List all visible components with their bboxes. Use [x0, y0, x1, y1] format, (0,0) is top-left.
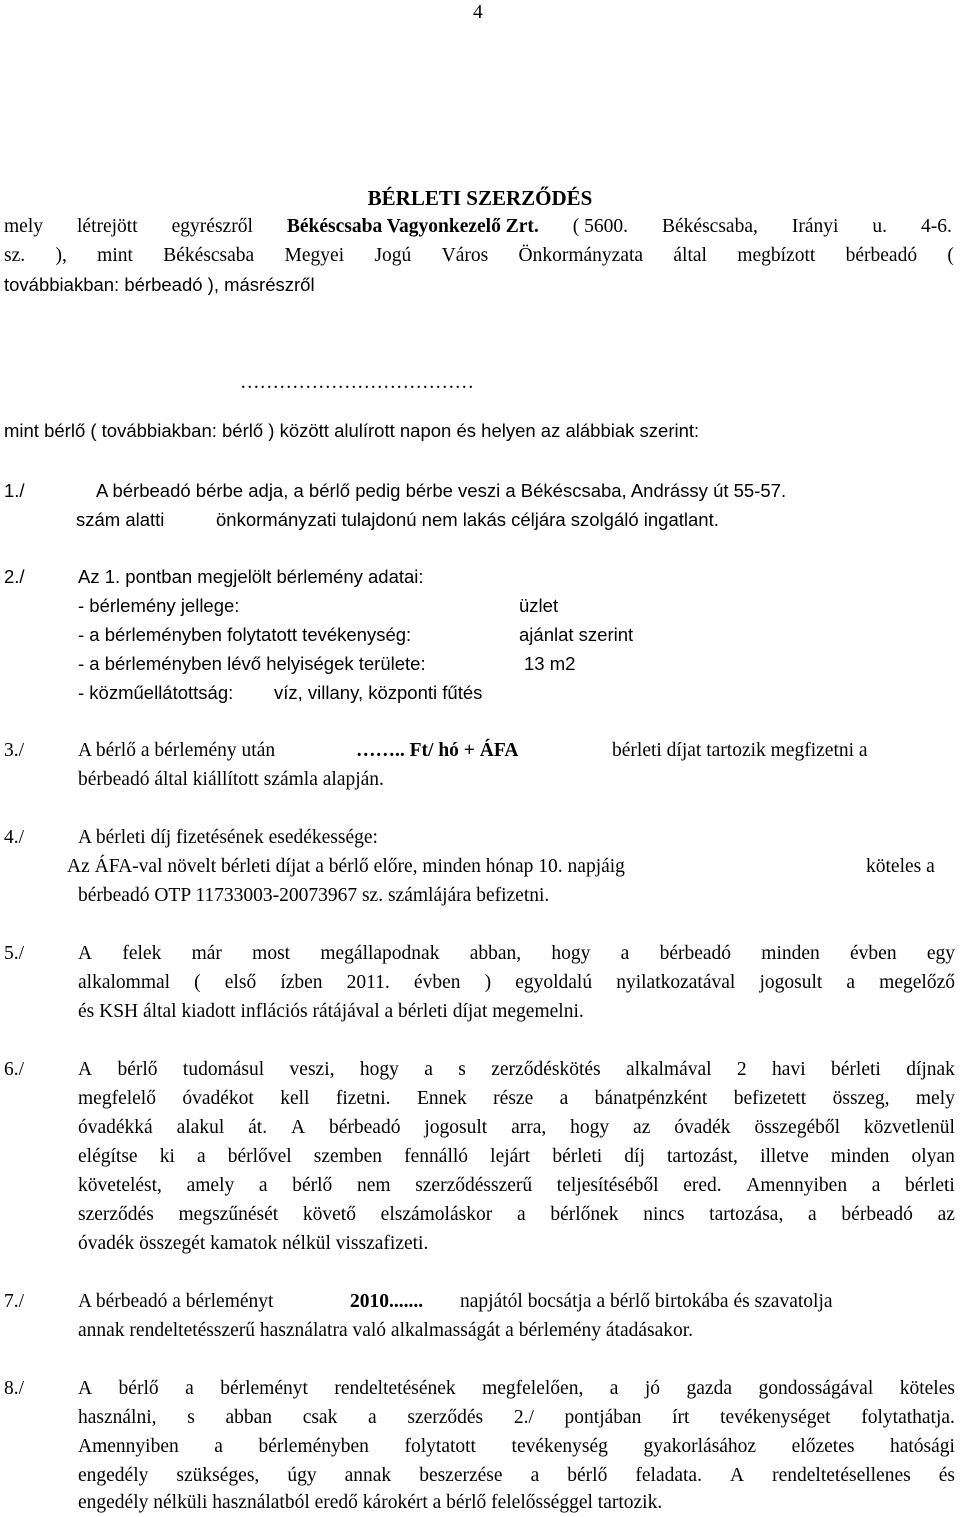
clause-2-row-label: - bérlemény jellege:: [78, 595, 240, 616]
clause-8-line-3: Amennyiben a bérleményben folytatott tevékenység gyakorlásához előzetes hatósági: [78, 1436, 955, 1457]
clause-6-number: 6./: [4, 1059, 25, 1080]
clause-2-row-label: - a bérleményben folytatott tevékenység:: [78, 624, 412, 645]
clause-8-line-4: engedély szükséges, úgy annak beszerzése a bérlő feladata. A rendeltetésellenes és: [78, 1465, 955, 1486]
clause-8-number: 8./: [4, 1378, 25, 1399]
clause-5-number: 5./: [4, 943, 25, 964]
clause-7-line-2: annak rendeltetésszerű használatra való alkalmasságát a bérlemény átadásakor.: [78, 1320, 694, 1341]
clause-7-date: 2010.......: [350, 1291, 424, 1312]
clause-3-text-a: A bérlő a bérlemény után: [78, 740, 276, 761]
clause-2-row-value: üzlet: [519, 595, 559, 616]
clause-6-line-5: követelést, amely a bérlő nem szerződésszerű teljesítéséből ered. Amennyiben a bérleti: [78, 1175, 955, 1196]
clause-3-number: 3./: [4, 740, 25, 761]
clause-1-line-2b: önkormányzati tulajdonú nem lakás céljára szolgáló ingatlant.: [216, 509, 719, 530]
clause-4-line-2a: Az ÁFA-val növelt bérleti díjat a bérlő előre, minden hónap 10. napjáig: [67, 856, 625, 877]
page-number: 4: [473, 2, 483, 23]
clause-8-line-2: használni, s abban csak a szerződés 2./ pontjában írt tevékenységet folytathatja.: [78, 1407, 955, 1428]
clause-8-line-5: engedély nélküli használatból eredő károkért a bérlő felelősséggel tartozik.: [78, 1492, 663, 1513]
clause-6-line-1: A bérlő tudomásul veszi, hogy a s zerződéskötés alkalmával 2 havi bérleti díjnak: [78, 1059, 955, 1080]
clause-5-line-1: A felek már most megállapodnak abban, hogy a bérbeadó minden évben egy: [78, 943, 955, 964]
clause-2-row-value: víz, villany, központi fűtés: [274, 682, 483, 703]
clause-2-row-label: - közműellátottság:: [78, 682, 234, 703]
clause-3-amount: …….. Ft/ hó + ÁFA: [356, 740, 519, 761]
intro-line-2: sz. ), mint Békéscsaba Megyei Jogú Város Önkormányzata által megbízott bérbeadó (: [4, 245, 954, 266]
clause-2-row-value: ajánlat szerint: [519, 624, 634, 645]
clause-1-line-1: A bérbeadó bérbe adja, a bérlő pedig bérbe veszi a Békéscsaba, Andrássy út 55-57.: [96, 480, 787, 501]
clause-4-line-2b: köteles a: [866, 856, 935, 877]
clause-1-line-2a: szám alatti: [76, 509, 165, 530]
clause-5-line-2: alkalommal ( első ízben 2011. évben ) egyoldalú nyilatkozatával jogosult a megelőző: [78, 972, 955, 993]
clause-2-row-label: - a bérleményben lévő helyiségek területe:: [78, 653, 426, 674]
clause-8-line-1: A bérlő a bérleményt rendeltetésének megfelelően, a jó gazda gondosságával köteles: [78, 1378, 955, 1399]
intro-line-4: mint bérlő ( továbbiakban: bérlő ) között alulírott napon és helyen az alábbiak szerint:: [4, 420, 700, 441]
clause-6-line-3: óvadékká alakul át. A bérbeadó jogosult arra, hogy az óvadék összegéből közvetlenül: [78, 1117, 955, 1138]
intro-line-1: mely létrejött egyrészről Békéscsaba Vagyonkezelő Zrt. ( 5600. Békéscsaba, Irányi u. 4-6.: [4, 216, 952, 237]
clause-7-number: 7./: [4, 1291, 25, 1312]
clause-4-line-3: bérbeadó OTP 11733003-20073967 sz. számlájára befizetni.: [78, 885, 550, 906]
clause-1-number: 1./: [4, 480, 25, 501]
clause-6-line-7: óvadék összegét kamatok nélkül visszafizeti.: [78, 1233, 429, 1254]
clause-6-line-2: megfelelő óvadékot kell fizetni. Ennek része a bánatpénzként befizetett összeg, mely: [78, 1088, 955, 1109]
clause-2-intro: Az 1. pontban megjelölt bérlemény adatai:: [78, 566, 424, 587]
clause-6-line-6: szerződés megszűnését követő elszámoláskor a bérlőnek nincs tartozása, a bérbeadó az: [78, 1204, 955, 1225]
party-placeholder-dots: ………………………………: [240, 372, 474, 393]
clause-4-line-1: A bérleti díj fizetésének esedékessége:: [78, 827, 378, 848]
clause-2-number: 2./: [4, 566, 25, 587]
clause-5-line-3: és KSH által kiadott inflációs rátájával a bérleti díjat megemelni.: [78, 1001, 584, 1022]
document-title: BÉRLETI SZERZŐDÉS: [367, 186, 593, 210]
clause-4-number: 4./: [4, 827, 25, 848]
clause-3-text-c: bérleti díjat tartozik megfizetni a: [612, 740, 868, 761]
clause-2-row-value: 13 m2: [524, 653, 576, 674]
clause-6-line-4: elégítse ki a bérlővel szemben fennálló lejárt bérleti díj tartozást, illetve minden olyan: [78, 1146, 955, 1167]
clause-7-text-c: napjától bocsátja a bérlő birtokába és szavatolja: [460, 1291, 833, 1312]
clause-3-line-2: bérbeadó által kiállított számla alapján.: [78, 769, 384, 790]
intro-line-3: továbbiakban: bérbeadó ), másrészről: [4, 274, 315, 295]
clause-7-text-a: A bérbeadó a bérleményt: [78, 1291, 274, 1312]
